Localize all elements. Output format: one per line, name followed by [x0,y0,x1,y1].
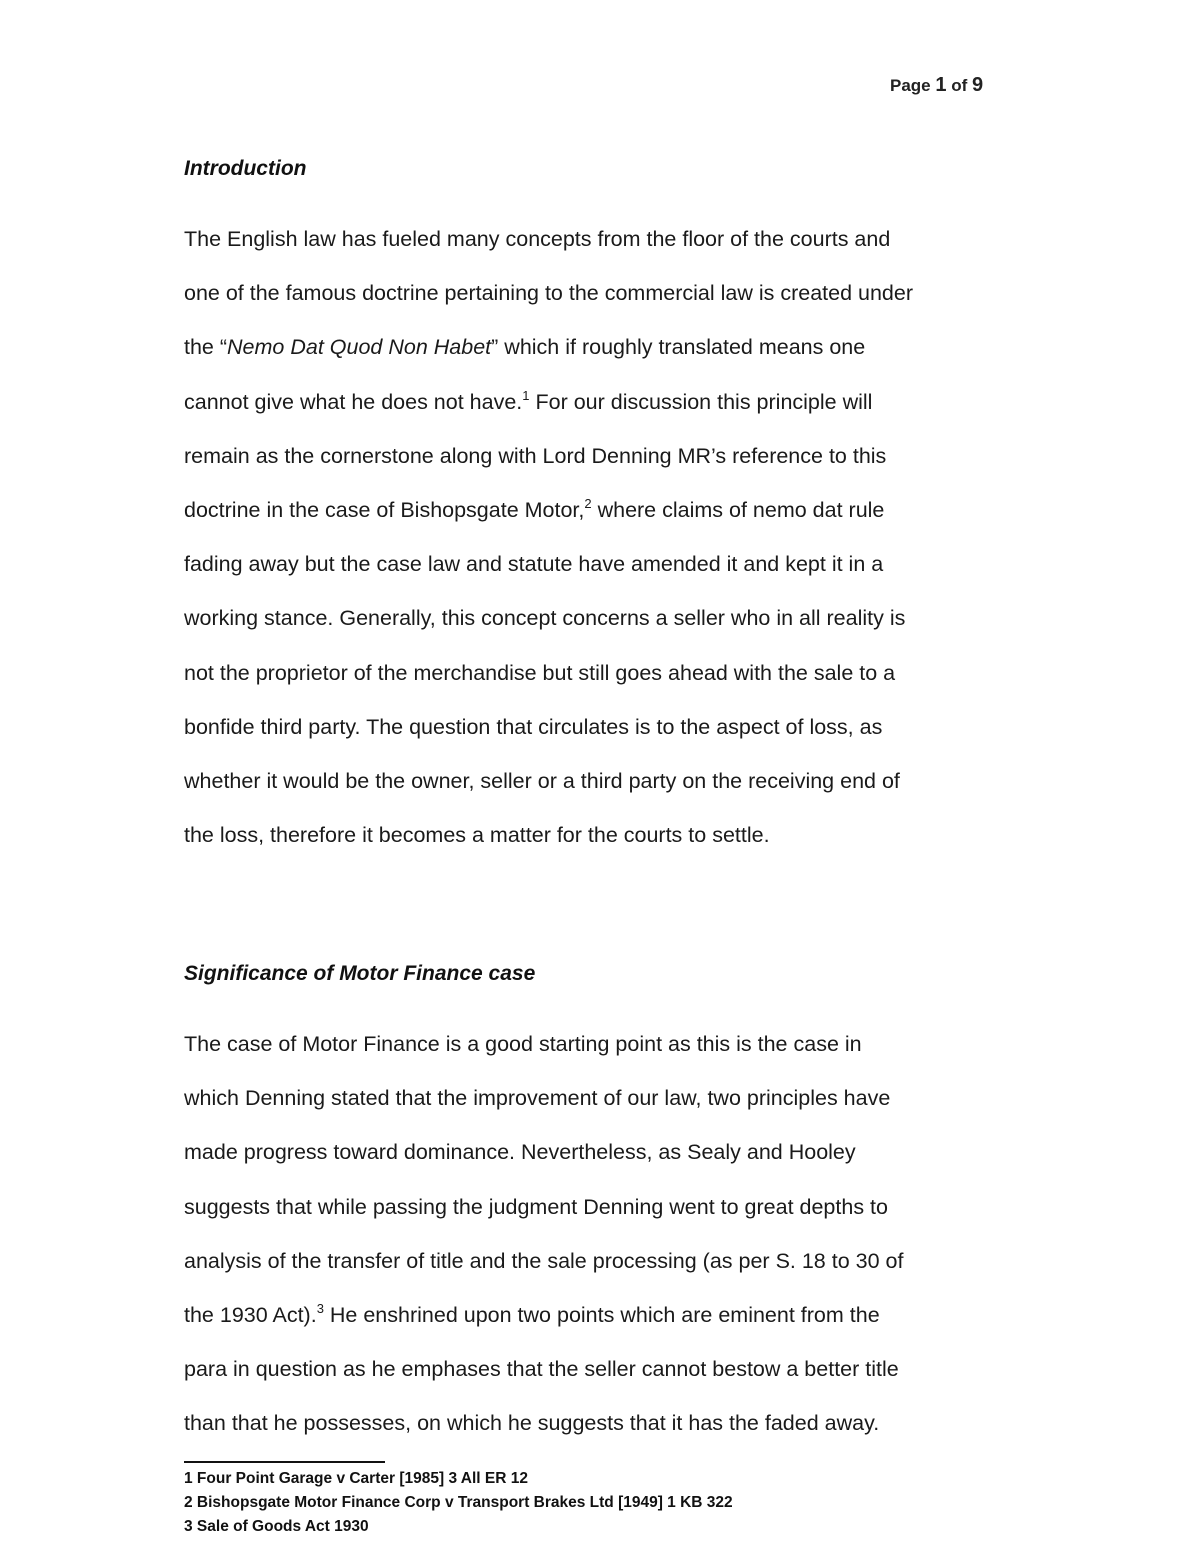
line-text: one of the famous doctrine pertaining to the commercial law is created under [184,281,914,306]
latin-maxim: Nemo Dat Quod Non Habet [227,335,492,360]
line-text: where claims of nemo dat rule [591,497,885,522]
footnote-ref-1[interactable]: 1 [522,387,530,403]
footnotes [184,1467,984,1539]
line-text: working stance. Generally, this concept concerns a seller who in all reality is [184,606,906,631]
page-current: 1 [935,74,947,96]
line-text: ” which if roughly translated means one [491,335,866,360]
line-text: which Denning stated that the improvement of our law, two principles have [184,1086,891,1111]
paragraph-line [184,646,1004,700]
paragraph-line [184,537,1004,591]
page-total: 9 [972,74,984,96]
footnote-ref-3[interactable]: 3 [316,1300,324,1316]
paragraph-line [184,266,1004,320]
line-text: the “ [184,335,228,360]
paragraph-line [184,808,1004,862]
paragraph-line [184,591,1004,645]
line-text: remain as the cornerstone along with Lord Denning MR’s reference to this [184,443,887,468]
paragraph-line [184,375,1004,429]
line-text: than that he possesses, on which he suggests that it has the faded away. [184,1411,880,1436]
line-text: bonfide third party. The question that circulates is to the aspect of loss, as [184,714,883,739]
paragraph-line [184,700,1004,754]
paragraph-line [184,1071,1004,1125]
footnote-1: 1 Four Point Garage v Carter [1985] 3 All ER 12 [184,1470,528,1487]
line-text: cannot give what he does not have. [184,389,523,414]
paragraph-line [184,1125,1004,1179]
paragraph-line [184,1288,1004,1342]
paragraph-line [184,1017,1004,1071]
footnote-separator [184,1461,385,1463]
line-text: not the proprietor of the merchandise but still goes ahead with the sale to a [184,660,896,685]
line-text: The English law has fueled many concepts from the floor of the courts and [184,227,891,251]
paragraph-line [184,1180,1004,1234]
section-heading-motor-finance: Significance of Motor Finance case [184,962,536,985]
motor-finance-paragraph [184,1017,1004,1451]
line-text: He enshrined upon two points which are eminent from the [323,1302,880,1327]
line-text: For our discussion this principle will [529,389,873,414]
footnote-ref-2[interactable]: 2 [584,495,592,511]
paragraph-line [184,1342,1004,1396]
line-text: analysis of the transfer of title and the sale processing (as per S. 18 to 30 of [184,1248,904,1273]
line-text: fading away but the case law and statute have amended it and kept it in a [184,552,884,577]
line-text: suggests that while passing the judgment Denning went to great depths to [184,1194,888,1219]
section-heading-introduction: Introduction [184,157,307,180]
footnote-3: 3 Sale of Goods Act 1930 [184,1518,369,1535]
line-text: The case of Motor Finance is a good starting point as this is the case in [184,1032,862,1056]
paragraph-line [184,320,1004,374]
line-text: whether it would be the owner, seller or a third party on the receiving end of [184,768,900,793]
paragraph-line [184,212,1004,266]
paragraph-line [184,429,1004,483]
line-text: doctrine in the case of Bishopsgate Motor, [184,497,585,522]
paragraph-line [184,1396,1004,1450]
line-text: the 1930 Act). [184,1302,317,1327]
page-label: Page [890,76,931,95]
paragraph-line [184,1234,1004,1288]
footnote-2: 2 Bishopsgate Motor Finance Corp v Transport Brakes Ltd [1949] 1 KB 322 [184,1494,733,1511]
line-text: made progress toward dominance. Nevertheless, as Sealy and Hooley [184,1140,856,1165]
introduction-paragraph [184,212,1004,862]
page-of: of [951,76,968,95]
page-number [890,74,983,97]
paragraph-line [184,483,1004,537]
line-text: the loss, therefore it becomes a matter for the courts to settle. [184,823,770,848]
line-text: para in question as he emphases that the seller cannot bestow a better title [184,1357,899,1382]
paragraph-line [184,754,1004,808]
